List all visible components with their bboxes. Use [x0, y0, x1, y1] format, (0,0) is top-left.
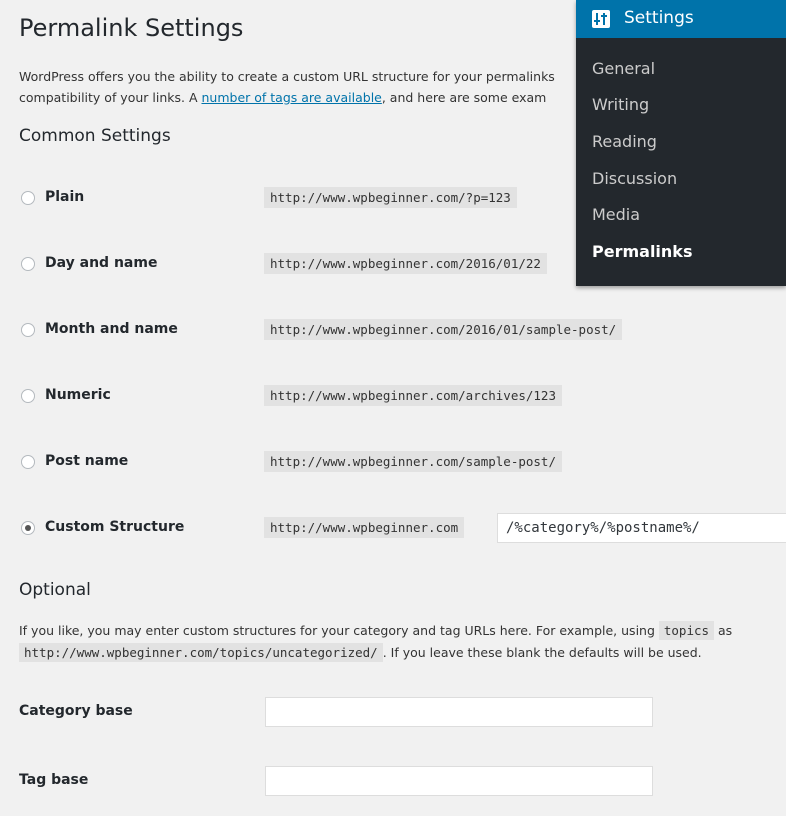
- option-label: Day and name: [45, 255, 158, 271]
- option-custom-structure[interactable]: [19, 516, 786, 542]
- option-example: http://www.wpbeginner.com/2016/01/sample-post/: [264, 319, 622, 340]
- optional-description: [19, 620, 786, 664]
- radio-numeric[interactable]: [21, 389, 35, 403]
- option-example: http://www.wpbeginner.com/?p=123: [264, 187, 517, 208]
- tag-base-label: Tag base: [19, 772, 89, 788]
- option-label: Month and name: [45, 321, 178, 337]
- common-settings-heading: Common Settings: [19, 126, 171, 146]
- radio-plain[interactable]: [21, 191, 35, 205]
- radio-post-name[interactable]: [21, 455, 35, 469]
- custom-structure-input[interactable]: [497, 513, 786, 543]
- option-post-name[interactable]: [19, 450, 786, 476]
- option-label: Post name: [45, 453, 129, 469]
- category-base-label: Category base: [19, 703, 133, 719]
- page-title: Permalink Settings: [19, 14, 244, 42]
- settings-menu: [576, 0, 786, 286]
- radio-day-and-name[interactable]: [21, 257, 35, 271]
- optional-heading: Optional: [19, 580, 91, 600]
- intro-line-2-end: , and here are some exam: [381, 90, 547, 105]
- option-example: http://www.wpbeginner.com/2016/01/22: [264, 253, 547, 274]
- menu-item-reading[interactable]: Reading: [592, 132, 657, 151]
- optional-code-url: http://www.wpbeginner.com/topics/uncategorized/: [19, 643, 383, 662]
- option-label: Plain: [45, 189, 85, 205]
- menu-item-writing[interactable]: Writing: [592, 95, 650, 114]
- category-base-input[interactable]: [265, 697, 653, 727]
- optional-text-1: If you like, you may enter custom structures for your category and tag URLs here. For example, using: [19, 623, 659, 638]
- menu-item-media[interactable]: Media: [592, 205, 641, 224]
- radio-custom-structure[interactable]: [21, 521, 35, 535]
- option-month-and-name[interactable]: [19, 318, 786, 344]
- settings-menu-header[interactable]: [576, 0, 786, 38]
- settings-menu-title: Settings: [624, 8, 694, 28]
- option-example: http://www.wpbeginner.com/archives/123: [264, 385, 562, 406]
- intro-line-2-start: compatibility of your links. A: [19, 90, 202, 105]
- option-example: http://www.wpbeginner.com: [264, 517, 464, 538]
- option-label: Numeric: [45, 387, 111, 403]
- tag-base-input[interactable]: [265, 766, 653, 796]
- optional-code-topics: topics: [659, 621, 714, 640]
- option-example: http://www.wpbeginner.com/sample-post/: [264, 451, 562, 472]
- settings-sliders-icon: [592, 10, 610, 28]
- option-label: Custom Structure: [45, 519, 185, 535]
- option-numeric[interactable]: [19, 384, 786, 410]
- menu-item-general[interactable]: General: [592, 59, 656, 78]
- menu-item-discussion[interactable]: Discussion: [592, 169, 678, 188]
- optional-text-2: as: [714, 623, 733, 638]
- radio-month-and-name[interactable]: [21, 323, 35, 337]
- tags-link[interactable]: number of tags are available: [201, 90, 382, 105]
- intro-line-1: WordPress offers you the ability to create a custom URL structure for your permalinks: [19, 69, 555, 84]
- menu-item-permalinks[interactable]: Permalinks: [592, 242, 693, 261]
- optional-text-3: . If you leave these blank the defaults will be used.: [382, 645, 702, 660]
